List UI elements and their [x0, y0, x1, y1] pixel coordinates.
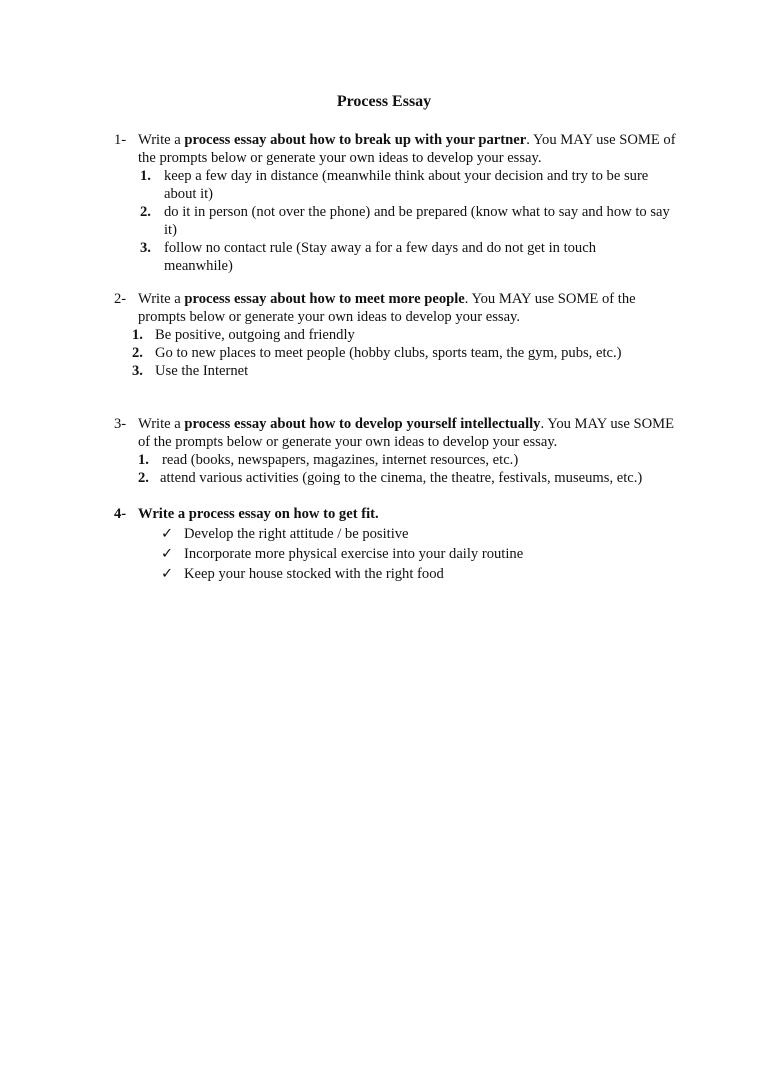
checklist-text: Develop the right attitude / be positive — [184, 526, 409, 542]
prompt-text: do it in person (not over the phone) and be prepared (know what to say and how to say it) — [164, 204, 670, 238]
checkmark-icon: ✓ — [161, 566, 174, 582]
prompt-text: read (books, newspapers, magazines, internet resources, etc.) — [162, 452, 519, 468]
task-number: 1- — [114, 132, 127, 148]
prompt-item — [114, 344, 694, 362]
prompt-text: keep a few day in distance (meanwhile think about your decision and try to be sure about it) — [164, 168, 649, 202]
prompt-item — [114, 362, 694, 380]
prompt-item — [114, 239, 634, 275]
checkmark-icon: ✓ — [161, 546, 174, 562]
checklist-item — [114, 524, 694, 544]
task-topic: process essay about how to break up with your partner — [184, 132, 527, 148]
task-2 — [114, 290, 694, 380]
checkmark-icon: ✓ — [161, 526, 174, 542]
prompt-text: Be positive, outgoing and friendly — [155, 327, 355, 343]
task-3-instruction: 3- Write a process essay about how to develop yourself intellectually. You MAY use SOME of the prompts below or generate your own ideas to develop your essay. — [114, 416, 675, 450]
task-3 — [114, 415, 694, 487]
prompt-item — [114, 451, 694, 469]
task-topic: process essay about how to develop yourself intellectually — [184, 416, 541, 432]
prompt-number: 2. — [140, 204, 151, 220]
prompt-number: 1. — [138, 452, 149, 468]
prompt-text: attend various activities (going to the cinema, the theatre, festivals, museums, etc.) — [160, 470, 643, 486]
checklist-item — [114, 564, 694, 584]
prompt-text: follow no contact rule (Stay away a for a few days and do not get in touch meanwhile) — [164, 240, 597, 274]
checklist-text: Keep your house stocked with the right food — [184, 566, 444, 582]
checklist-item — [114, 544, 694, 564]
prompt-text: Go to new places to meet people (hobby clubs, sports team, the gym, pubs, etc.) — [155, 345, 622, 361]
task-4-heading: 4- Write a process essay on how to get fit. — [114, 506, 379, 522]
prompt-item — [114, 469, 694, 487]
prompt-item — [114, 167, 684, 203]
task-number: 4- — [114, 506, 127, 522]
task-topic: process essay about how to meet more people — [184, 291, 465, 307]
prompt-number: 2. — [138, 470, 149, 486]
prompt-text: Use the Internet — [155, 363, 249, 379]
task-1 — [114, 131, 694, 275]
task-number: 2- — [114, 291, 127, 307]
document-title: Process Essay — [336, 93, 432, 110]
checklist-text: Incorporate more physical exercise into your daily routine — [184, 546, 524, 562]
task-number: 3- — [114, 416, 127, 432]
prompt-item — [114, 203, 684, 239]
task-1-instruction: 1- Write a process essay about how to break up with your partner. You MAY use SOME of the prompts below or generate your own ideas to develop your essay. — [114, 132, 676, 166]
prompt-item — [114, 326, 694, 344]
prompt-number: 3. — [140, 240, 151, 256]
prompt-number: 1. — [140, 168, 151, 184]
prompt-number: 1. — [132, 327, 143, 343]
prompt-number: 2. — [132, 345, 143, 361]
task-2-instruction: 2- Write a process essay about how to meet more people. You MAY use SOME of the prompts below or generate your own ideas to develop your essay. — [114, 291, 636, 325]
prompt-number: 3. — [132, 363, 143, 379]
task-4 — [114, 504, 694, 584]
